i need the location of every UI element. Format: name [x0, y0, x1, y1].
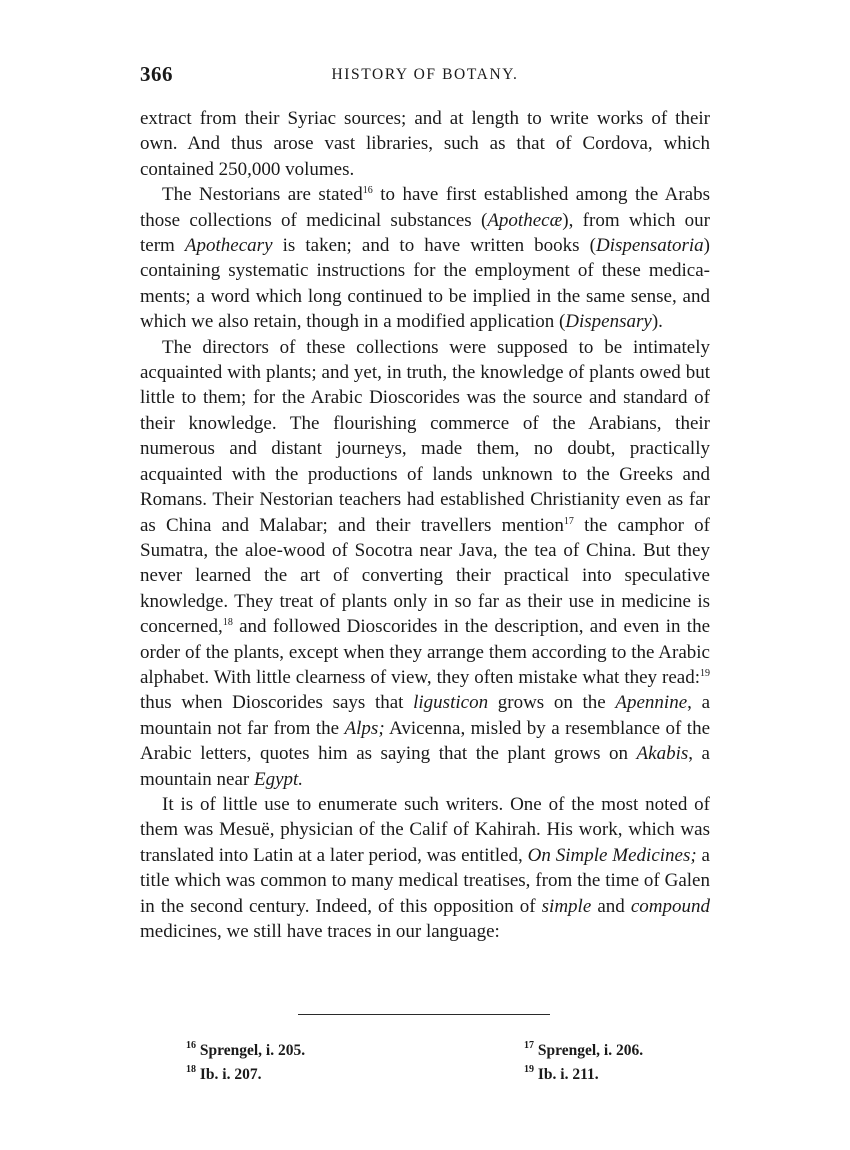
paragraph [140, 182, 710, 334]
footnote-mark: 17 [524, 1040, 534, 1051]
text-run: , a mountain near [140, 743, 710, 790]
running-title: HISTORY OF BOTANY. [331, 66, 519, 83]
text-run: It is of little use to enumerate such writers. One of the most noted of them was Mesuë, physician of the Calif of Kahirah. His work, which was translated into Latin at a later period, was entitled, [140, 793, 710, 866]
italic-term: Dispensatoria [595, 235, 704, 257]
page-number: 366 [140, 62, 173, 86]
footnote-18 [186, 1066, 261, 1084]
footnote-reference: 19 [700, 667, 710, 679]
page-header [140, 62, 710, 88]
paragraph [140, 335, 710, 792]
paragraph [140, 106, 710, 182]
text-run: a title which was common to many medical treatises, from the time of Galen in the second century. Indeed, of this opposition of [140, 844, 710, 917]
footnote-reference: 16 [362, 185, 373, 197]
italic-term: Apennine [615, 692, 688, 714]
text-run: is taken; and to have written books ( [272, 235, 596, 257]
footnote-17 [524, 1042, 643, 1060]
text-run: ) containing systematic instructions for the employment of these medicaments; a word which long continued to be implied in the same sense, and which we also retain, though in a modified application ( [140, 235, 710, 333]
text-run: The Nestorians are stated [162, 184, 363, 206]
italic-term: simple [541, 895, 592, 917]
footnote-mark: 18 [186, 1064, 196, 1075]
italic-term: compound [630, 895, 710, 917]
text-run: grows on the [488, 692, 616, 714]
text-run: and [591, 895, 631, 917]
text-run: to have first established among the Arabs those collections of medicinal substances ( [140, 184, 711, 231]
text-run: The directors of these collections were supposed to be intimately acquainted with plants; and yet, in truth, the knowledge of plants owed but little to them; for the Arabic Dioscorides was the source and standard of their knowledge. The flourishing commerce of the Arabians, their numerous and distant journeys, made them, no doubt, practically acquainted with the productions of lands unknown to the Greeks and Romans. Their Nestorian teachers had established Christianity even as far as China and Malabar; and their travellers mention [140, 336, 710, 536]
footnote-text: Sprengel, i. 206. [537, 1042, 644, 1059]
footnote-reference: 17 [563, 515, 574, 527]
footnote-text: Ib. i. 211. [537, 1066, 599, 1083]
text-run: Avicenna, misled by a resemblance of the Arabic letters, quotes him as saying that the plant grows on [140, 717, 710, 765]
italic-term: On Simple Medicines; [527, 844, 697, 866]
footnote-text: Ib. i. 207. [199, 1066, 262, 1083]
footnotes [186, 1042, 666, 1092]
italic-term: Apothecary [184, 235, 273, 257]
footnote-16 [186, 1042, 305, 1060]
footnote-rule [298, 1014, 550, 1015]
body-text [140, 106, 710, 944]
footnote-mark: 19 [524, 1064, 534, 1075]
paragraph [140, 792, 710, 944]
italic-term: Alps; [344, 717, 385, 739]
text-run: and followed Dioscorides in the description, and even in the order of the plants, except when they arrange them according to the Arabic alphabet. With little clearness of view, they often mistake what they read: [140, 616, 710, 688]
italic-term: ligusticon [413, 692, 489, 714]
footnote-reference: 18 [222, 617, 233, 629]
text-run: the camphor of Sumatra, the aloe-wood of Socotra near Java, the tea of China. But they never learned the art of converting their practical into speculative knowledge. They treat of plants only in so far as their use in medicine is concerned, [140, 514, 711, 638]
text-run: ), from which our term [140, 209, 710, 257]
footnote-text: Sprengel, i. 205. [199, 1042, 306, 1059]
text-run: ). [651, 311, 663, 333]
footnote-mark: 16 [186, 1040, 196, 1051]
text-run: , a mountain not far from the [140, 692, 711, 739]
italic-term: Egypt. [253, 768, 304, 790]
paragraph-text: extract from their Syriac sources; and at length to write works of their own. And thus arose vast libraries, such as that of Cordova, which contained 250,000 volumes. [140, 108, 710, 180]
italic-term: Dispensary [565, 311, 652, 333]
italic-term: Apothecæ [487, 209, 563, 231]
italic-term: Akabis [636, 743, 689, 765]
text-run: medicines, we still have traces in our language: [140, 921, 500, 942]
text-run: thus when Dioscorides says that [140, 692, 414, 714]
footnote-19 [524, 1066, 599, 1084]
